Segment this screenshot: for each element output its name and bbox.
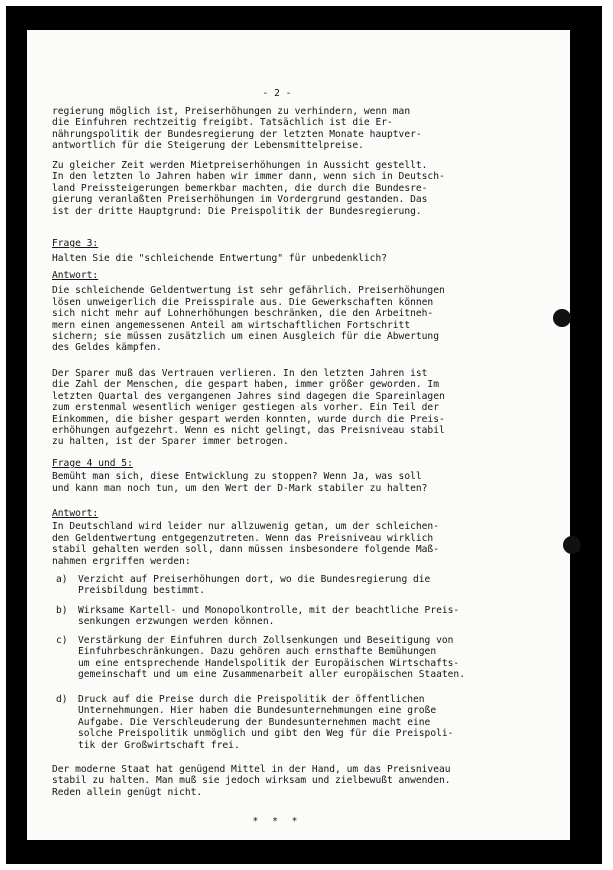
text-line: solche Preispolitik unmöglich und gibt den Weg für die Preispoli- (78, 728, 454, 740)
text-line: Reden allein genügt nicht. (52, 786, 203, 798)
list-marker: d) (56, 694, 68, 705)
text-line: nährungspolitik der Bundesregierung der letzten Monate hauptver- (52, 128, 422, 140)
list-item-c (56, 635, 465, 681)
text-line: sich nicht mehr auf Lohnerhöhungen beschränken, die den Arbeitneh- (52, 308, 434, 320)
text-line: den Geldentwertung entgegenzutreten. Wenn das Preisniveau wirklich (52, 532, 434, 544)
question-heading: Frage 3: (52, 238, 99, 249)
text-line: Unternehmungen. Hier haben die Bundesunternehmungen eine große (78, 705, 437, 717)
text-line: Einkommen, die bisher gespart werden konnten, wurde durch die Preis- (52, 413, 445, 425)
question-text: Bemüht man sich, diese Entwicklung zu stoppen? Wenn Ja, was soll (52, 471, 422, 483)
paragraph-preiserhoehungen (52, 106, 422, 152)
question-text: Halten Sie die "schleichende Entwertung" für unbedenklich? (52, 253, 388, 265)
answer-3 (52, 270, 445, 354)
page-number: - 2 - (262, 88, 292, 99)
text-line: nahmen ergriffen werden: (52, 555, 191, 567)
text-line: antwortlich für die Steigerung der Lebensmittelpreise. (52, 140, 364, 152)
list-item-d (56, 694, 454, 751)
text-line: Preisbildung bestimmt. (78, 585, 206, 597)
text-line: gemeinschaft und um eine Zusammenarbeit aller europäischen Staaten. (78, 669, 465, 681)
list-marker: a) (56, 574, 68, 585)
text-line: zu halten, ist der Sparer immer betrogen. (52, 436, 289, 448)
question-heading: Frage 4 und 5: (52, 458, 133, 469)
text-line: Zu gleicher Zeit werden Mietpreiserhöhungen in Aussicht gestellt. (52, 160, 428, 171)
text-line: mern einen angemessenen Anteil am wirtschaftlichen Fortschritt (52, 319, 411, 331)
answer-4-5 (52, 508, 439, 567)
paragraph-mietpreise (52, 160, 445, 217)
list-item-a (56, 574, 431, 597)
text-line: In Deutschland wird leider nur allzuwenig getan, um der schleichen- (52, 521, 439, 533)
text-line: gierung veranlaßten Preiserhöhungen im Vordergrund gestanden. Das (52, 194, 428, 206)
paragraph-sparer (52, 368, 445, 448)
text-line: zum erstenmal wesentlich weniger gestiegen als vorher. Ein Teil der (52, 402, 439, 414)
text-line: Einfuhrbeschränkungen. Dazu gehören auch ernsthafte Bemühungen (78, 646, 437, 658)
answer-heading: Antwort: (52, 508, 99, 519)
text-line: stabil zu halten. Man muß sie jedoch wirksam und zielbewußt anwenden. (52, 775, 451, 787)
question-text: und kann man noch tun, um den Wert der D-Mark stabiler zu halten? (52, 482, 428, 494)
punch-hole-lower (563, 536, 581, 554)
text-line: Der Sparer muß das Vertrauen verlieren. In den letzten Jahren ist (52, 368, 428, 379)
text-line: Druck auf die Preise durch die Preispolitik der öffentlichen (78, 694, 425, 705)
text-line: stabil gehalten werden soll, dann müssen insbesondere folgende Maß- (52, 544, 439, 556)
text-line: lösen unweigerlich die Preisspirale aus. Die Gewerkschaften können (52, 296, 434, 308)
paragraph-conclusion (52, 764, 451, 798)
text-line: Die schleichende Geldentwertung ist sehr gefährlich. Preiserhöhungen (52, 285, 445, 297)
text-line: erhöhungen aufgezehrt. Wenn es nicht gelingt, das Preisniveau stabil (52, 425, 445, 437)
question-4-5 (52, 458, 427, 494)
text-line: Der moderne Staat hat genügend Mittel in der Hand, um das Preisniveau (52, 764, 451, 775)
punch-hole-upper (553, 309, 571, 327)
text-line: um eine entsprechende Handelspolitik der Europäischen Wirtschafts- (78, 657, 460, 669)
text-line: In den letzten lo Jahren haben wir immer dann, wenn sich in Deutsch- (52, 171, 445, 183)
list-marker: c) (56, 635, 68, 646)
text-line: Aufgabe. Die Verschleuderung der Bundesunternehmen macht eine (78, 716, 431, 728)
text-line: senkungen erzwungen werden können. (78, 616, 275, 628)
question-3 (52, 238, 387, 265)
text-line: sichern; sie müssen zusätzlich um einen Ausgleich für die Abwertung (52, 331, 439, 343)
answer-heading: Antwort: (52, 270, 99, 281)
text-line: Wirksame Kartell- und Monopolkontrolle, mit der beachtliche Preis- (78, 605, 460, 616)
text-line: Verstärkung der Einfuhren durch Zollsenkungen und Beseitigung von (78, 635, 454, 646)
text-line: tik der Großwirtschaft frei. (78, 739, 240, 751)
text-line: land Preissteigerungen bemerkbar machten, die durch die Bundesre- (52, 182, 428, 194)
closing-stars: * * * (252, 816, 302, 827)
text-line: die Einfuhren rechtzeitig freigibt. Tatsächlich ist die Er- (52, 117, 393, 129)
text-line: letzten Quartal des vergangenen Jahres sind dagegen die Spareinlagen (52, 390, 445, 402)
list-marker: b) (56, 605, 68, 616)
text-line: regierung möglich ist, Preiserhöhungen zu verhindern, wenn man (52, 106, 411, 117)
text-line: ist der dritte Hauptgrund: Die Preispolitik der Bundesregierung. (52, 205, 422, 217)
text-line: Verzicht auf Preiserhöhungen dort, wo die Bundesregierung die (78, 574, 431, 585)
text-line: des Geldes kämpfen. (52, 342, 162, 354)
text-line: die Zahl der Menschen, die gespart haben, immer größer geworden. Im (52, 379, 439, 391)
list-item-b (56, 605, 460, 628)
